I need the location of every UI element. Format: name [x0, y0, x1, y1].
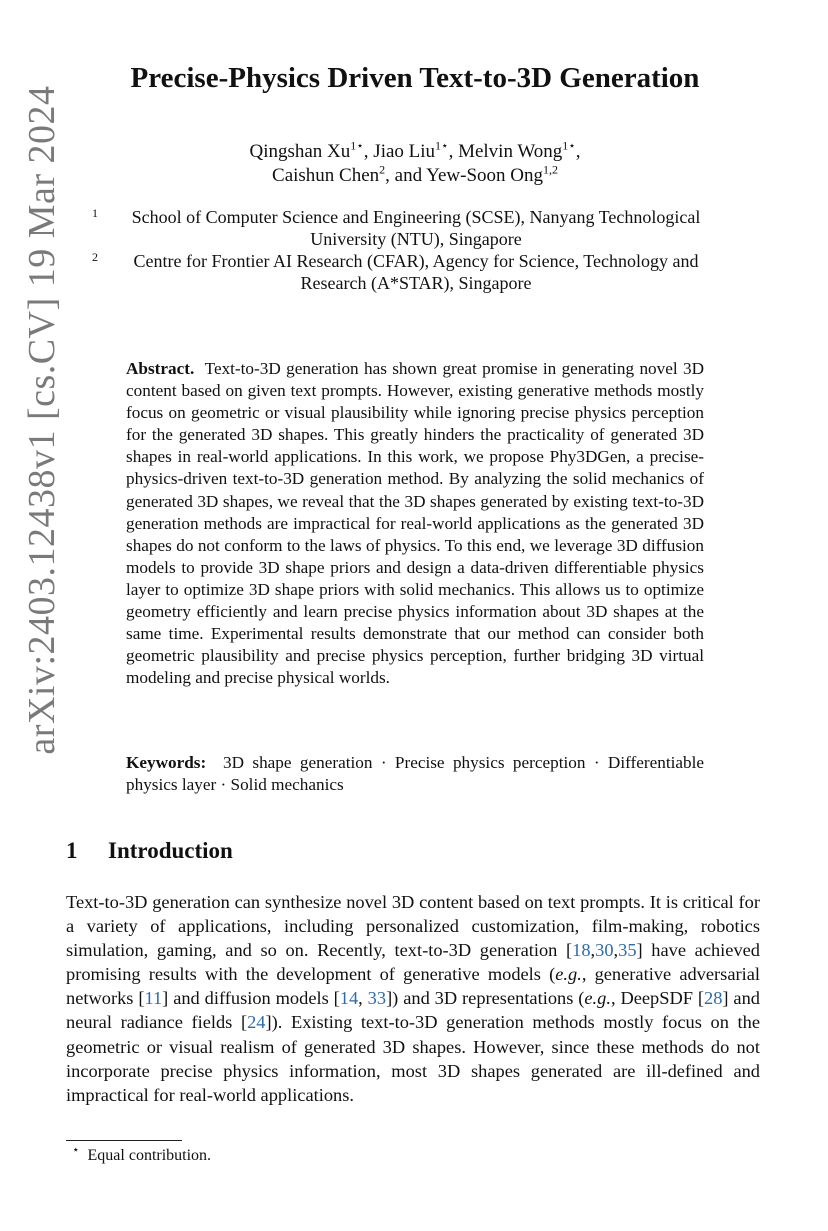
citation-link[interactable]: 30	[595, 940, 614, 961]
body-text-segment: Text-to-3D generation can synthesize novel 3D content based on text prompts. It is critical for a variety of applications, including personalized customization, film-making, robotics simulation, gaming, and so on. Recently, text-to-3D generation	[66, 892, 760, 961]
author-name: Yew-Soon Ong	[426, 165, 543, 186]
body-text-segment: ]). Existing text-to-3D generation methods mostly focus on the geometric or visual realism of generated 3D shapes. However, since these methods do not incorporate precise physics information, most 3D shapes generated are ill-defined and impractical for real-world applications.	[66, 1012, 760, 1105]
keywords-label: Keywords:	[126, 753, 207, 772]
section-heading	[66, 838, 233, 864]
separator: ,	[448, 141, 459, 162]
section-title: Introduction	[108, 838, 233, 863]
citation-link[interactable]: 11	[144, 988, 163, 1009]
affiliation-number: 2	[92, 250, 98, 264]
citation-link[interactable]: 14	[339, 988, 359, 1009]
footnote-text: Equal contribution.	[87, 1147, 212, 1164]
author-superscript: 1⋆	[350, 138, 364, 153]
arxiv-identifier-stamp: arXiv:2403.12438v1 [cs.CV] 19 Mar 2024	[21, 85, 63, 755]
paper-title: Precise-Physics Driven Text-to-3D Generation	[130, 62, 700, 94]
author-superscript: 2	[379, 162, 386, 177]
affiliation-text: School of Computer Science and Engineering (SCSE), Nanyang Technological	[131, 207, 701, 227]
body-text-segment: ]) and 3D representations (	[386, 988, 585, 1009]
section-number: 1	[66, 838, 78, 863]
body-text-segment: ] and diffusion models [	[162, 988, 340, 1009]
conjunction: and	[394, 165, 423, 186]
separator: ,	[363, 141, 374, 162]
abstract-label: Abstract.	[126, 359, 195, 378]
body-text-segment: , generative adversarial networks [	[66, 964, 760, 1009]
citation-link[interactable]: 24	[247, 1012, 266, 1033]
author-list	[120, 140, 710, 188]
author-superscript: 1⋆	[562, 138, 576, 153]
affiliation-2	[86, 250, 746, 294]
body-text-segment: ,	[358, 988, 368, 1009]
introduction-paragraph	[66, 890, 760, 1107]
citation-link[interactable]: 33	[367, 988, 387, 1009]
keywords	[126, 752, 704, 796]
citation-link[interactable]: 18	[572, 940, 591, 961]
affiliation-list	[86, 206, 746, 294]
body-text-segment: , DeepSDF [	[610, 988, 705, 1009]
keywords-text: 3D shape generation · Precise physics perception · Differentiable physics layer · Solid mechanics	[126, 753, 704, 795]
body-text-segment: ] have achieved promising results with the development of generative models (	[66, 940, 760, 985]
citation-link[interactable]: 35	[618, 940, 637, 961]
affiliation-text: Research (A*STAR), Singapore	[300, 273, 532, 293]
body-text-segment: ,	[613, 940, 619, 961]
affiliation-text: Centre for Frontier AI Research (CFAR), Agency for Science, Technology and	[133, 251, 699, 271]
emphasis-text: e.g.	[584, 988, 611, 1009]
author-superscript: 1⋆	[435, 138, 449, 153]
separator: ,	[385, 165, 395, 186]
footnote	[72, 1142, 212, 1165]
affiliation-1	[86, 206, 746, 250]
body-text-segment: ,	[590, 940, 596, 961]
separator: ,	[575, 141, 581, 162]
author-line-2	[120, 164, 710, 188]
footnote-rule	[66, 1140, 182, 1141]
affiliation-text: University (NTU), Singapore	[310, 229, 522, 249]
author-name: Qingshan Xu	[249, 141, 351, 162]
affiliation-number: 1	[92, 206, 98, 220]
author-name: Melvin Wong	[458, 141, 563, 162]
body-text-segment: [	[566, 940, 573, 961]
emphasis-text: e.g.	[555, 964, 582, 985]
abstract-text: Text-to-3D generation has shown great promise in generating novel 3D content based on given text prompts. However, existing generative methods mostly focus on geometric or visual plausibility while ignoring precise physics perception for the generated 3D shapes. This greatly hinders the practicality of generated 3D shapes in real-world applications. In this work, we propose Phy3DGen, a precise-physics-driven text-to-3D generation method. By analyzing the solid mechanics of generated 3D shapes, we reveal that the 3D shapes generated by existing text-to-3D generation methods are impractical for real-world applications as the generated 3D shapes do not conform to the laws of physics. To this end, we leverage 3D diffusion models to provide 3D shape priors and design a data-driven differentiable physics layer to optimize 3D shape priors with solid mechanics. This allows us to optimize geometry efficiently and learn precise physics information about 3D shapes at the same time. Experimental results demonstrate that our method can consider both geometric plausibility and precise physics perception, further bridging 3D virtual modeling and precise physical worlds.	[126, 359, 704, 688]
author-name: Jiao Liu	[373, 141, 436, 162]
author-name: Caishun Chen	[272, 165, 380, 186]
author-superscript: 1,2	[542, 162, 558, 177]
citation-link[interactable]: 28	[704, 988, 723, 1009]
footnote-mark: ⋆	[72, 1142, 80, 1157]
body-text-segment: ] and neural radiance fields [	[66, 988, 760, 1033]
author-line-1	[120, 140, 710, 164]
abstract	[126, 358, 704, 689]
